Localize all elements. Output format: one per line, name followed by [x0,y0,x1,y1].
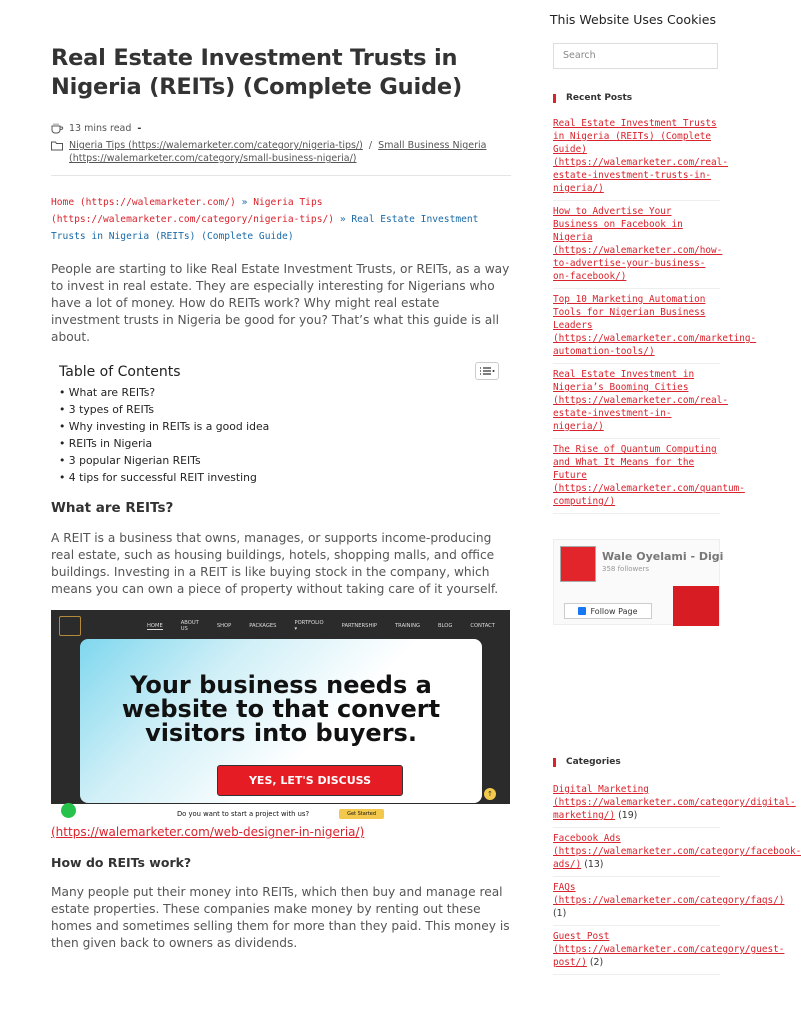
toc-item[interactable]: • Why investing in REITs is a good idea [59,420,270,433]
facebook-icon [578,607,586,615]
table-of-contents [51,364,511,486]
widget-title: Categories [553,757,720,767]
breadcrumb-sep: » [339,214,346,225]
recent-post-link[interactable]: Real Estate Investment Trusts in Nigeria (REITs) (Complete Guide) (https://walemarketer.com/real-estate-investment-trusts-in-nigeria/) [553,117,720,201]
article [51,44,511,952]
category-count: (19) [618,810,638,821]
widget-title: Recent Posts [553,93,720,103]
toc-toggle-button[interactable] [475,362,499,380]
search-input[interactable]: Search [553,43,718,69]
promo-banner-image[interactable] [51,610,510,824]
banner-cta-button[interactable]: YES, LET'S DISCUSS [217,765,403,796]
banner-nav-item: HOME [147,622,163,629]
category-count: (2) [589,957,604,968]
title-bar [553,94,556,103]
fb-page-name[interactable]: Wale Oyelami - Digi [602,550,724,563]
recent-post-link[interactable]: The Rise of Quantum Computing and What It Means for the Future (https://walemarketer.com/quantum-computing/) [553,439,720,514]
section-heading-how: How do REITs work? [51,855,192,870]
page-title: Real Estate Investment Trusts in Nigeria (REITs) (Complete Guide) [51,45,463,100]
title-bar [553,758,556,767]
banner-card [80,639,482,803]
category-count: (13) [584,859,604,870]
category-link-small-business[interactable]: Small Business Nigeria (https://walemarketer.com/category/small-business-nigeria/) [69,140,487,164]
toc-item[interactable]: • 3 types of REITs [59,403,155,416]
toc-item[interactable]: • REITs in Nigeria [59,437,153,450]
category-link[interactable]: Guest Post (https://walemarketer.com/category/guest-post/) [553,931,785,968]
banner-nav-item: TRAINING [395,623,420,629]
post-meta [51,122,511,165]
banner-nav-item: ABOUT US [180,620,199,632]
banner-nav-item: PACKAGES [249,623,277,629]
breadcrumb-current: Real Estate Investment Trusts in Nigeria (REITs) (Complete Guide) [51,214,479,242]
avatar [560,546,596,582]
banner-nav [51,610,510,642]
category-link[interactable]: Digital Marketing (https://walemarketer.com/category/digital-marketing/) [553,784,796,821]
image-link[interactable]: (https://walemarketer.com/web-designer-in-nigeria/) [51,825,365,839]
scroll-up-icon[interactable]: ↑ [484,788,496,800]
breadcrumb-home[interactable]: Home (https://walemarketer.com/) [51,197,236,208]
what-paragraph: A REIT is a business that owns, manages, or supports income-producing real estate, such as housing buildings, hotels, shopping malls, and office buildings. Investing in a REIT is like buying stock in the company, which means you can own a piece of property without taking care of it yourself. [51,531,499,596]
sidebar [553,43,801,975]
get-started-button[interactable]: Get Started [339,809,384,819]
list-icon [479,366,495,376]
categories-widget [553,757,801,975]
how-paragraph: Many people put their money into REITs, which then buy and manage real estate properties. These companies make money by renting out these homes and sometimes selling them for more than they paid. This money is then given back to owners as dividends. [51,885,510,950]
intro-paragraph: People are starting to like Real Estate Investment Trusts, or REITs, as a way to invest in real estate. They are especially interesting for Nigerians who have a lot of money. How do REITs work? Why might real estate investment trusts in Nigeria be good for you? That’s what this guide is all about. [51,262,510,344]
category-link-nigeria-tips[interactable]: Nigeria Tips (https://walemarketer.com/category/nigeria-tips/) [69,140,363,151]
category-item [553,828,801,877]
banner-nav-item: BLOG [437,623,453,629]
fb-followers: 358 followers [602,565,650,573]
banner-headline: Your business needs a website to that convert visitors into buyers. [121,671,441,747]
breadcrumb-nigeria-tips[interactable]: Nigeria Tips (https://walemarketer.com/category/nigeria-tips/) [51,197,335,225]
cookie-notice[interactable]: This Website Uses Cookies [549,12,716,27]
category-item [553,926,785,975]
whatsapp-icon[interactable] [61,803,76,818]
banner-nav-item: PORTFOLIO ▾ [294,620,324,632]
category-link[interactable]: FAQs (https://walemarketer.com/category/faqs/) [553,882,785,906]
toc-title: Table of Contents [59,364,181,380]
follow-page-button[interactable]: Follow Page [564,603,652,619]
category-separator: / [368,140,373,151]
banner-footer [51,804,510,824]
breadcrumb-sep: » [241,197,248,208]
read-time-dash: - [137,123,142,134]
category-link[interactable]: Facebook Ads (https://walemarketer.com/category/facebook-ads/) [553,833,801,870]
breadcrumb [51,194,511,245]
category-item [553,783,796,828]
read-time: 13 mins read [69,123,132,134]
section-heading-what: What are REITs? [51,500,174,516]
banner-nav-item: CONTACT [470,623,495,629]
banner-footer-text: Do you want to start a project with us? [176,810,310,818]
category-count: (1) [553,908,567,919]
divider [51,175,511,176]
recent-posts-widget [553,93,757,514]
banner-nav-item: PARTNERSHIP [341,623,378,629]
fb-cover-image [673,586,719,626]
coffee-icon [51,123,63,134]
facebook-page-widget[interactable] [553,539,724,625]
toc-item[interactable]: • 3 popular Nigerian REITs [59,454,201,467]
toc-item[interactable]: • What are REITs? [59,386,156,399]
recent-post-link[interactable]: How to Advertise Your Business on Facebook in Nigeria (https://walemarketer.com/how-to-advertise-your-business-on-facebook/) [553,201,720,289]
folder-icon [51,140,63,151]
toc-item[interactable]: • 4 tips for successful REIT investing [59,471,257,484]
banner-logo [59,616,81,636]
category-item [553,877,785,926]
recent-post-link[interactable]: Top 10 Marketing Automation Tools for Nigerian Business Leaders (https://walemarketer.com/marketing-automation-tools/) [553,289,720,364]
banner-nav-item: SHOP [216,623,232,629]
recent-post-link[interactable]: Real Estate Investment in Nigeria’s Booming Cities (https://walemarketer.com/real-estate-investment-in-nigeria/) [553,364,720,439]
